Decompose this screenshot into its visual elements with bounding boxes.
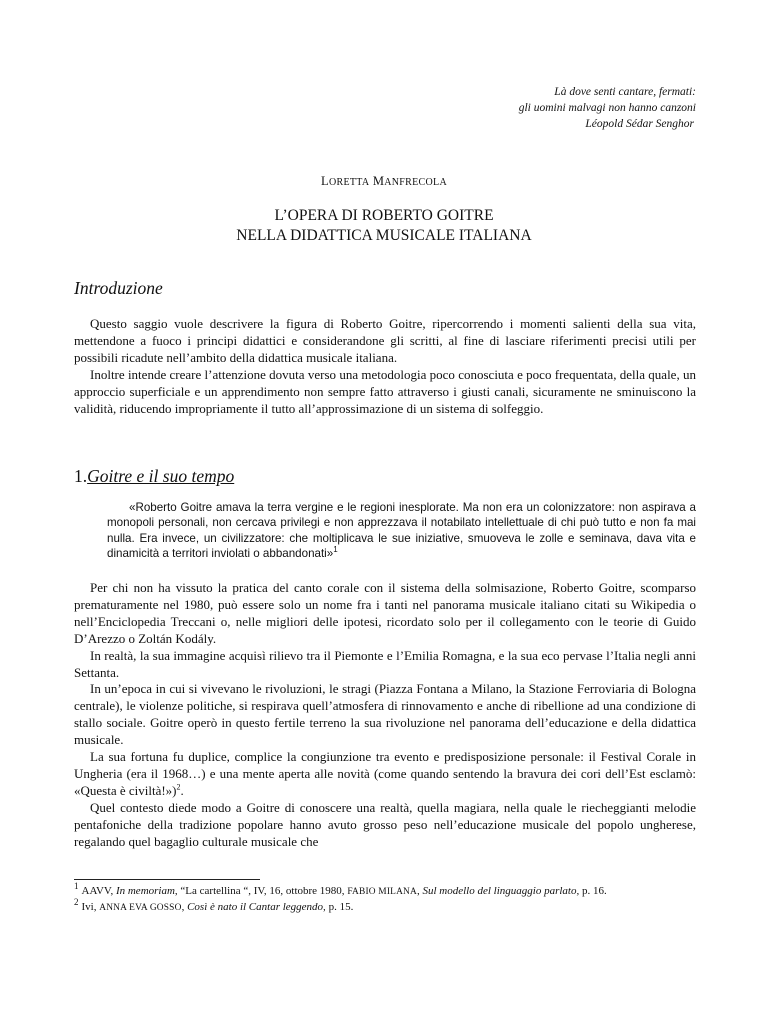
footnote-1-page: p. 16. bbox=[579, 885, 607, 897]
body-paragraph-5: Quel contesto diede modo a Goitre di conoscere una realtà, quella magiara, nella quale le riecheggianti melodie pentafoniche della tradizione popolare hanno avuto grosso peso nell’educazione musicale del popolo ungherese, regalando quel bagaglio culturale musicale che bbox=[74, 799, 696, 849]
intro-heading: Introduzione bbox=[74, 278, 163, 298]
footnote-1-part-e: , bbox=[416, 885, 423, 897]
footnote-separator bbox=[74, 879, 260, 880]
footnote-2-part-a: Ivi, bbox=[81, 900, 100, 913]
footnote-2-part-c: , bbox=[181, 900, 188, 913]
author-last-rest: ANFRECOLA bbox=[384, 177, 447, 188]
section-1-title: Goitre e il suo tempo bbox=[87, 466, 235, 486]
footnote-1-part-c: , “La cartellina “, IV, 16, ottobre 1980, bbox=[174, 885, 348, 897]
author-initial-first: L bbox=[321, 174, 329, 188]
footnote-2-page: p. 15. bbox=[325, 900, 354, 913]
footnote-1-work: Sul modello del linguaggio parlato, bbox=[422, 885, 580, 897]
footnote-1-part-b: In memoriam bbox=[115, 885, 175, 897]
footnote-2-author: ANNA EVA GOSSO bbox=[99, 902, 182, 913]
epigraph bbox=[400, 84, 696, 132]
body-paragraph-2: In realtà, la sua immagine acquisì rilievo tra il Piemonte e l’Emilia Romagna, e la sua eco pervase l’Italia negli anni Settanta. bbox=[74, 647, 696, 680]
epigraph-attribution: Léopold Sédar Senghor bbox=[585, 118, 694, 130]
title-line-2: NELLA DIDATTICA MUSICALE ITALIANA bbox=[236, 227, 532, 244]
epigraph-line-2: gli uomini malvagi non hanno canzoni bbox=[518, 102, 696, 114]
body-paragraph-1: Per chi non ha vissuto la pratica del canto corale con il sistema della solmisazione, Roberto Goitre, scomparso prematuramente nel 1980, può essere solo un nome fra i tanti nel panorama musicale italiano citati su Wikipedia o nell’Enciclopedia Treccani o, nelle migliori delle ipotesi, ricordato solo per il collegamento con le teorie di Guido D’Arezzo o Zoltán Kodály. bbox=[74, 580, 696, 646]
section-1-number: 1. bbox=[74, 466, 88, 486]
intro-text bbox=[74, 316, 696, 417]
body-paragraph-4-text: La sua fortuna fu duplice, complice la congiunzione tra evento e predisposizione personale: il Festival Corale in Ungheria (era il 1968…) e una mente aperta alle novità (come quando sentendo la bravura dei cori dell’Est esclamò: «Questa è civiltà!») bbox=[74, 749, 696, 798]
intro-paragraph-2: Inoltre intende creare l’attenzione dovuta verso una metodologia poco conosciuta e poco frequentata, della quale, un approccio superficiale e un apprendimento non sempre fatto attraverso i giusti canali, sicuramente ne sminuiscono la validità, riducendo impropriamente il tutto all’approssimazione di un sistema di solfeggio. bbox=[74, 366, 696, 416]
author-first-rest: ORETTA bbox=[328, 177, 370, 188]
block-quote bbox=[107, 500, 696, 562]
author-initial-last: M bbox=[372, 174, 385, 188]
footnote-1-author: FABIO MILANA bbox=[347, 887, 417, 897]
footnote-ref-1[interactable]: 1 bbox=[333, 545, 338, 555]
section-1-heading bbox=[74, 466, 234, 487]
author-name bbox=[0, 174, 768, 189]
paper-title bbox=[0, 206, 768, 246]
footnote-2 bbox=[74, 896, 696, 916]
body-paragraph-4: La sua fortuna fu duplice, complice la congiunzione tra evento e predisposizione personale: il Festival Corale in Ungheria (era il 1968…) e una mente aperta alle novità (come quando sentendo la bravura dei cori dell’Est esclamò: «Questa è civiltà!»)$^2$. bbox=[74, 749, 696, 798]
footnote-ref-2[interactable]: 2 bbox=[176, 782, 181, 792]
footnotes bbox=[74, 881, 696, 915]
epigraph-line-1: Là dove senti cantare, fermati: bbox=[554, 86, 696, 98]
footnote-2-number: 2 bbox=[74, 896, 79, 907]
footnote-2-work: Così è nato il Cantar leggendo, bbox=[187, 900, 326, 913]
body-paragraph-3: In un’epoca in cui si vivevano le rivoluzioni, le stragi (Piazza Fontana a Milano, la Stazione Ferroviaria di Bologna centrale), le violenze politiche, si respirava quell’atmosfera di rinnovamento e anche di ribellione ad una condizione di stallo sociale. Goitre operò in questo fertile terreno la sua rivoluzione nel panorama dell’educazione e della didattica musicale. bbox=[74, 681, 696, 748]
intro-paragraph-1: Questo saggio vuole descrivere la figura di Roberto Goitre, ripercorrendo i momenti salienti della sua vita, mettendone a fuoco i principi didattici e considerandone gli scritti, al fine di lasciare riferimenti precisi utili per possibili ricadute nell’ambito della didattica musicale italiana. bbox=[74, 316, 696, 365]
footnote-1 bbox=[74, 881, 696, 900]
footnote-1-number: 1 bbox=[74, 881, 79, 892]
title-line-1: L’OPERA DI ROBERTO GOITRE bbox=[274, 207, 494, 224]
section-1-text bbox=[74, 580, 696, 851]
quote-text: «Roberto Goitre amava la terra vergine e le regioni inesplorate. Ma non era un colonizzatore: non aspirava a monopoli personali, non cercava privilegi e non apprezzava il notabilato intellettuale di chi può tutto e non fa mai nulla. Era invece, un civilizzatore: che moltiplicava le sue iniziative, smuoveva le zolle e seminava, dava vita e dinamicità a territori inviolati o abbandonati» bbox=[107, 501, 696, 561]
footnote-1-part-a: AAVV, bbox=[81, 885, 116, 897]
